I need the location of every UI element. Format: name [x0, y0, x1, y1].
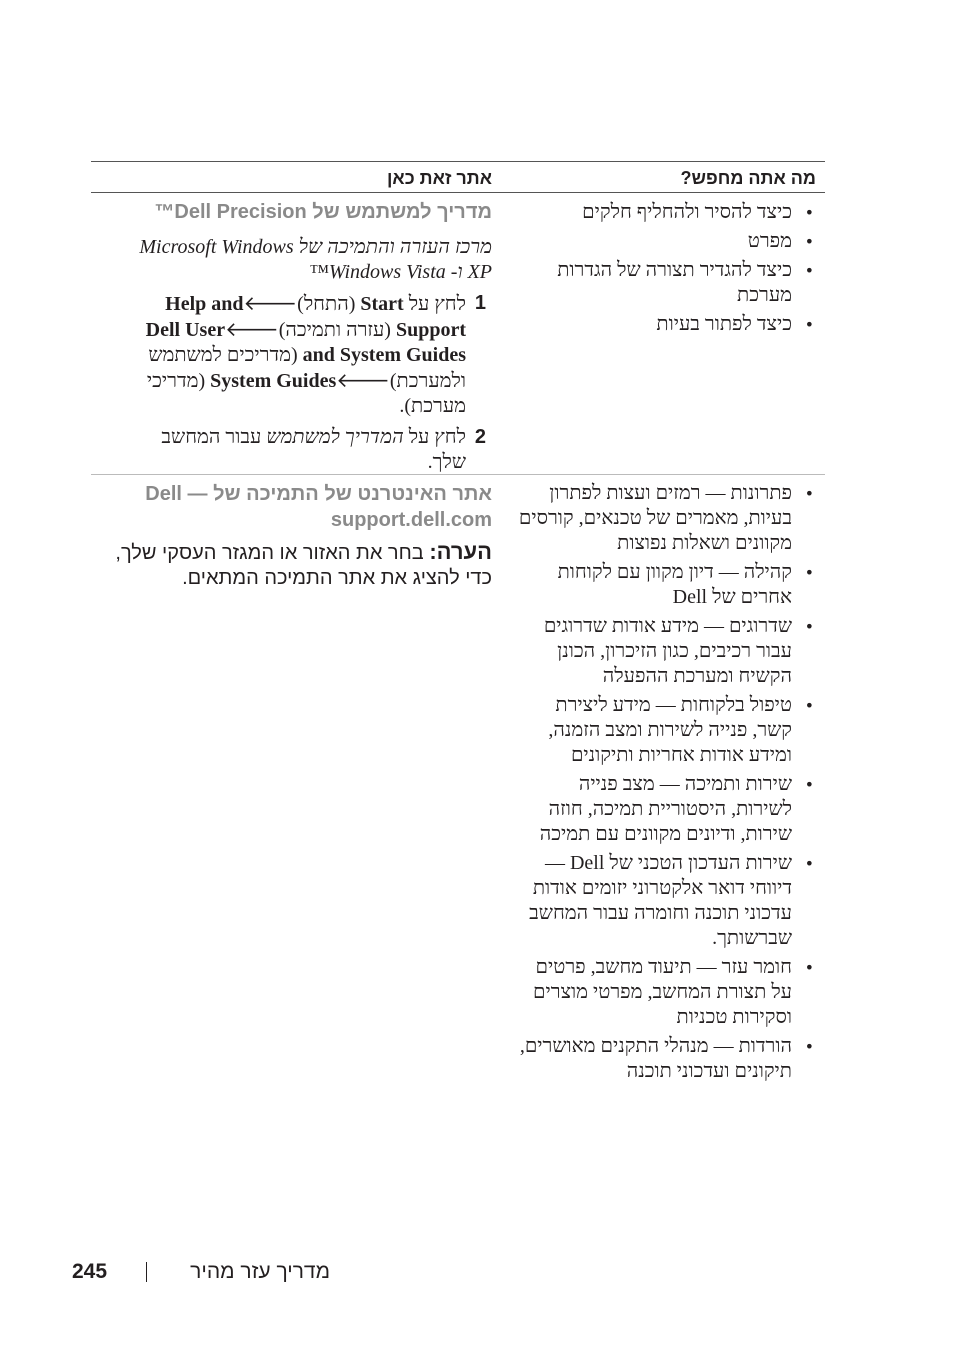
column-header-where: אתר זאת כאן [386, 168, 492, 188]
bullet-icon: • [804, 261, 814, 280]
bullet-icon: • [804, 617, 814, 636]
row1-topics [516, 200, 816, 341]
column-header-what: מה אתה מחפש? [680, 168, 816, 188]
bullet-icon: • [804, 484, 814, 503]
list-item: • שדרוגים — מידע אודות שדרוגים עבור רכיבים, כגון הזיכרון, הכונן הקשיח ומערכת ההפעלה [543, 615, 814, 687]
support-site-title: אתר האינטרנט של התמיכה של Dell — support.dell.com [145, 483, 492, 531]
arrow-left-icon: 🡐 [243, 291, 298, 315]
bullet-icon: • [804, 854, 814, 873]
list-item: • שירות ותמיכה — מצב פנייה לשירות, היסטוריית תמיכה, חוזה שירות, ודיונים מקוונים עם תמיכה [539, 773, 814, 845]
table-top-rule [91, 161, 825, 162]
step-2: 2 לחץ על המדריך למשתמש עבור המחשב שלך. [161, 426, 486, 473]
step-number: 1 [474, 292, 486, 314]
page-number: 245 [72, 1260, 108, 1283]
row1-topic-list [516, 200, 816, 337]
arrow-left-icon: 🡐 [336, 368, 390, 392]
note-text: בחר את האזור או המגזר העסקי שלך, כדי להציג את אתר התמיכה המתאים. [115, 542, 492, 589]
list-item: • הורדות — מנהלי התקנים מאושרים, תיקונים ועדכוני תוכנה [519, 1035, 814, 1082]
help-center-title: מרכז העזרה והתמיכה של Microsoft Windows XP ו- Windows Vista™ [139, 236, 492, 283]
row2-topic-list [511, 481, 816, 1084]
user-guide-title: מדריך למשתמש של Dell Precision™ [154, 201, 492, 223]
list-item: • פתרונות — רמזים ועצות לפתרון בעיות, מאמרים של טכנאים, קורסים מקוונים ושאלות נפוצות [518, 482, 814, 554]
step-1: 1 לחץ על Start (התחל)🡐Help and Support (עזרה ותמיכה)🡐Dell User and System Guides (מדריכים למשתמש ולמערכת)🡐System Guides (מדריכי מערכת). [145, 291, 486, 417]
note [112, 539, 492, 591]
note-label: הערה: [429, 539, 492, 564]
list-item: • כיצד להגדיר תצורה של הגדרות מערכת [557, 259, 814, 306]
list-item: • כיצד לפתור בעיות [656, 313, 814, 335]
list-item: • כיצד להסיר ולהחליף חלקים [582, 201, 814, 223]
bullet-icon: • [804, 1037, 814, 1056]
row2-topics [511, 481, 816, 1088]
list-item: • שירות העדכון הטכני של Dell — דיווחי דואר אלקטרוני יזומים אודות עדכוני תוכנה וחומרה עבור המחשב שברשותך. [529, 852, 814, 949]
list-item: • קהילה — דיון מקוון עם לקוחות אחרים של Dell [557, 561, 814, 608]
step-number: 2 [474, 426, 486, 448]
list-item: • חומר עזר — תיעוד מחשב, פרטים על תצורת המחשב, מפרטי מוצרים וסקירות טכניות [533, 956, 814, 1028]
list-item: • טיפול בלקוחות — מידע ליצירת קשר, פנייה לשירות ומצב הזמנה, ומידע אודות אחריות ותיקונים [548, 694, 814, 766]
footer-separator [146, 1262, 147, 1282]
bullet-icon: • [804, 563, 814, 582]
row2-source [112, 481, 492, 591]
bullet-icon: • [804, 775, 814, 794]
bullet-icon: • [804, 958, 814, 977]
list-item: • מפרט [747, 230, 814, 252]
footer-title: מדריך עזר מהיר [190, 1260, 330, 1283]
bullet-icon: • [804, 315, 814, 334]
bullet-icon: • [804, 203, 814, 222]
bullet-icon: • [804, 696, 814, 715]
bullet-icon: • [804, 232, 814, 251]
table-row-rule [91, 474, 825, 475]
row1-source [112, 199, 492, 475]
arrow-left-icon: 🡐 [225, 317, 279, 341]
table-header-rule [91, 192, 825, 193]
